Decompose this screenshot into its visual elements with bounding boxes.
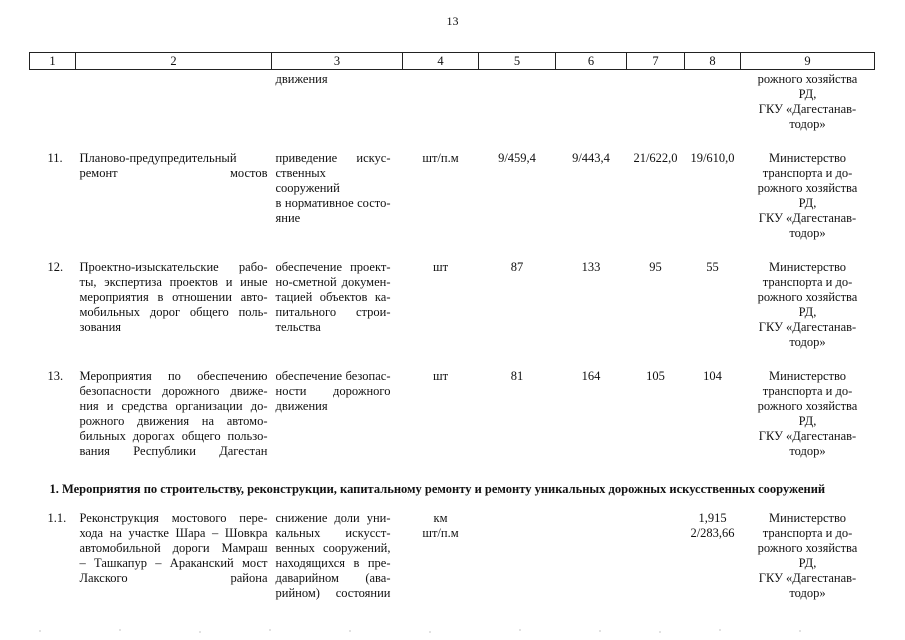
value-col8-line: 104 (703, 369, 722, 383)
value-col8-line: 1,915 (698, 511, 727, 525)
responsible-line: РД, (798, 556, 817, 570)
responsible-line: рожного хозяйства (757, 399, 858, 413)
responsible-line: Министерство (768, 511, 847, 525)
column-header: 7 (627, 53, 685, 70)
responsible-line: транспорта и до- (762, 166, 853, 180)
table-row (30, 260, 875, 369)
measure-goal-line: тельства (275, 320, 321, 334)
responsible-line: РД, (798, 414, 817, 428)
measure-name-line: ремонт мостов (79, 166, 268, 180)
responsible-line: ГКУ «Дагестанав- (758, 571, 857, 585)
value-col7-cell (627, 70, 685, 152)
measure-name-line: безопасности дорожного движе- (79, 384, 268, 398)
measure-goal-cell (272, 70, 403, 152)
value-col6-cell (556, 70, 627, 152)
responsible-line: ГКУ «Дагестанав- (758, 102, 857, 116)
value-col6-cell: 133 (581, 260, 601, 274)
responsible-line: Министерство (768, 260, 847, 274)
measure-name-cell (76, 151, 272, 260)
value-col5-cell: 87 (510, 260, 524, 274)
value-col8-cell (685, 511, 741, 611)
page-number: 13 (446, 14, 459, 28)
value-col6-cell: 164 (581, 369, 601, 383)
measure-goal-line: питального строи- (275, 305, 391, 319)
responsible-cell (741, 369, 875, 474)
responsible-line: рожного хозяйства (757, 72, 858, 86)
measure-goal-line: снижение доли уни- (275, 511, 391, 525)
measure-goal-line: ственных сооружений (275, 166, 340, 195)
row-number-cell: 11. (47, 151, 63, 165)
responsible-line: транспорта и до- (762, 275, 853, 289)
value-col7-cell: 105 (646, 369, 665, 383)
table-row (30, 70, 875, 152)
column-header: 3 (272, 53, 403, 70)
measure-name-line: рожного движения на автомо- (79, 414, 268, 428)
measures-table (29, 52, 875, 611)
value-col8-cell (685, 369, 741, 474)
column-header: 5 (479, 53, 556, 70)
value-col7-cell (627, 511, 685, 611)
responsible-line: тодор» (789, 226, 826, 240)
column-header: 1 (30, 53, 76, 70)
measure-goal-line: яние (275, 211, 301, 225)
responsible-cell (741, 260, 875, 369)
responsible-line: рожного хозяйства (757, 541, 858, 555)
measure-name-line: Проектно-изыскательские рабо- (79, 260, 268, 274)
column-header: 2 (76, 53, 272, 70)
measure-name-line: вания Республики Дагестан (79, 444, 268, 458)
column-header: 8 (685, 53, 741, 70)
unit-line: шт (432, 260, 449, 274)
measure-name-cell (76, 70, 272, 152)
responsible-line: ГКУ «Дагестанав- (758, 429, 857, 443)
measure-goal-cell (272, 511, 403, 611)
unit-cell (403, 151, 479, 260)
responsible-cell (741, 70, 875, 152)
column-number-header-row (30, 53, 875, 70)
scan-edge-noise (0, 627, 905, 635)
measure-goal-line: обеспечение проект- (275, 260, 391, 274)
table-row (30, 369, 875, 474)
value-col8-line: 55 (706, 260, 719, 274)
unit-cell (403, 369, 479, 474)
unit-line: шт (432, 369, 449, 383)
responsible-cell (741, 511, 875, 611)
column-header: 4 (403, 53, 479, 70)
unit-cell (403, 70, 479, 152)
measures-table-container (29, 52, 874, 611)
unit-cell (403, 260, 479, 369)
responsible-line: транспорта и до- (762, 384, 853, 398)
measure-goal-line: венных сооружений, (275, 541, 391, 555)
column-header: 9 (741, 53, 875, 70)
unit-line: шт/п.м (422, 526, 459, 540)
unit-line: км (433, 511, 448, 525)
responsible-line: тодор» (789, 444, 826, 458)
measure-name-line: зования (79, 320, 122, 334)
responsible-line: тодор» (789, 335, 826, 349)
value-col6-cell: 9/443,4 (572, 151, 610, 165)
responsible-line: ГКУ «Дагестанав- (758, 211, 857, 225)
unit-cell (403, 511, 479, 611)
measure-name-line: хода на участке Шара – Шовкра (79, 526, 268, 540)
responsible-line: тодор» (789, 117, 826, 131)
section-heading-row (30, 474, 875, 511)
measure-goal-line: но-сметной докумен- (275, 275, 391, 289)
value-col8-cell (685, 70, 741, 152)
responsible-line: тодор» (789, 586, 826, 600)
measure-name-line: автомобильной дороги Мамраш (79, 541, 268, 555)
responsible-line: ГКУ «Дагестанав- (758, 320, 857, 334)
measure-name-line: Планово-предупредительный (79, 151, 237, 165)
measure-name-cell (76, 511, 272, 611)
column-header: 6 (556, 53, 627, 70)
value-col5-cell (479, 70, 556, 152)
measure-goal-line: ности дорожного (275, 384, 391, 398)
value-col6-cell (556, 511, 627, 611)
unit-line: шт/п.м (422, 151, 459, 165)
measure-name-line: Мероприятия по обеспечению (79, 369, 268, 383)
value-col5-cell: 9/459,4 (498, 151, 536, 165)
responsible-line: рожного хозяйства (757, 290, 858, 304)
measure-name-cell (76, 260, 272, 369)
measure-name-line: ния и средства организации до- (79, 399, 268, 413)
table-row (30, 151, 875, 260)
responsible-line: Министерство (768, 151, 847, 165)
row-number-cell (30, 70, 76, 152)
measure-goal-line: приведение искус- (275, 151, 391, 165)
responsible-line: РД, (798, 305, 817, 319)
responsible-cell (741, 151, 875, 260)
measure-name-line: мобильных дорог общего поль- (79, 305, 268, 319)
row-number-cell: 12. (47, 260, 64, 274)
measure-name-line: мероприятия в отношении авто- (79, 290, 268, 304)
measure-goal-cell (272, 151, 403, 260)
measure-goal-line: движения (275, 399, 328, 413)
measure-goal-line: рийном) состоянии (275, 586, 391, 600)
value-col8-line: 19/610,0 (690, 151, 735, 165)
measure-goal-line: в нормативное состо- (275, 196, 391, 210)
measure-name-cell (76, 369, 272, 474)
table-row (30, 511, 875, 611)
value-col7-cell: 95 (649, 260, 662, 274)
value-col8-line: 2/283,66 (690, 526, 735, 540)
measure-name-line: ты, экспертиза проектов и иные (79, 275, 268, 289)
value-col5-cell (479, 511, 556, 611)
measure-name-line: – Ташкапур – Араканский мост (79, 556, 268, 570)
responsible-line: РД, (798, 196, 817, 210)
responsible-line: Министерство (768, 369, 847, 383)
measure-name-line: Реконструкция мостового пере- (79, 511, 268, 525)
measure-goal-line: обеспечение безопас- (275, 369, 391, 383)
responsible-line: РД, (798, 87, 817, 101)
value-col7-cell: 21/622,0 (633, 151, 678, 165)
measure-goal-cell (272, 260, 403, 369)
value-col8-cell (685, 151, 741, 260)
measure-name-line: Лакского района (79, 571, 268, 585)
measure-goal-line: движения (275, 72, 328, 86)
measure-goal-line: кальных искусст- (275, 526, 391, 540)
section-heading: 1. Мероприятия по строительству, реконструкции, капитальному ремонту и ремонту уникальных дорожных искусственных сооружений (49, 482, 826, 496)
value-col5-cell: 81 (510, 369, 524, 383)
measure-name-line: бильных дорогах общего пользо- (79, 429, 268, 443)
responsible-line: рожного хозяйства (757, 181, 858, 195)
value-col8-cell (685, 260, 741, 369)
row-number-cell: 1.1. (47, 511, 67, 525)
measure-goal-line: находящихся в пре- (275, 556, 391, 570)
measure-goal-line: даварийном (ава- (275, 571, 391, 585)
measure-goal-line: тацией объектов ка- (275, 290, 391, 304)
responsible-line: транспорта и до- (762, 526, 853, 540)
row-number-cell: 13. (47, 369, 64, 383)
measure-goal-cell (272, 369, 403, 474)
table-body (30, 70, 875, 612)
